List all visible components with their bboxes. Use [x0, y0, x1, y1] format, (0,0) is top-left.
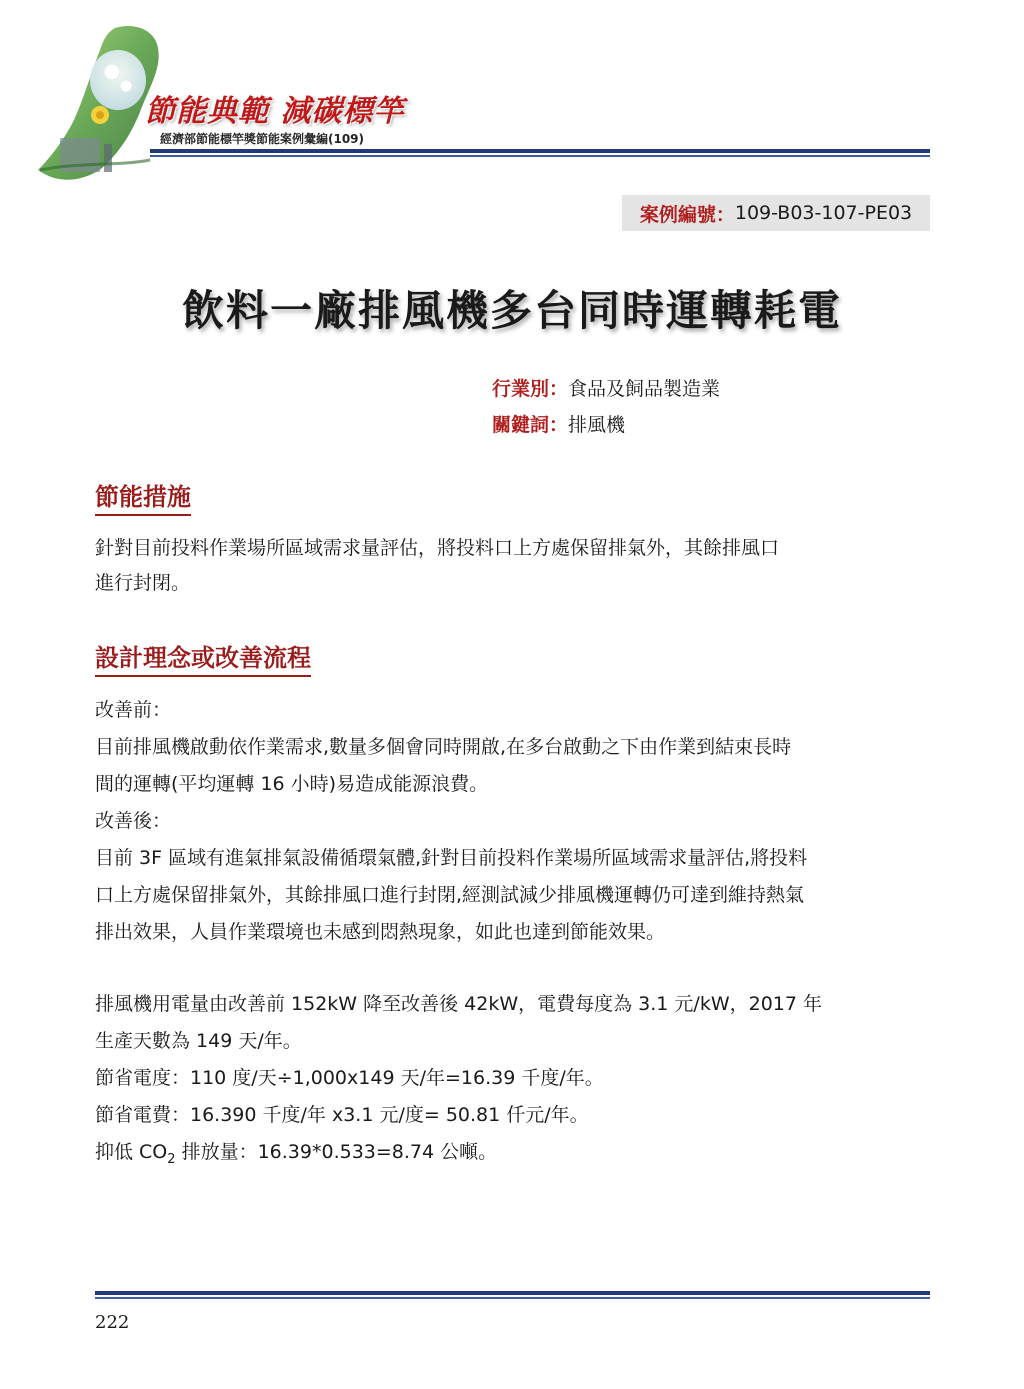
page-number: 222: [95, 1312, 130, 1333]
keyword-value: 排風機: [568, 414, 626, 436]
footer-divider-thin: [95, 1297, 930, 1299]
section-heading-measures: 節能措施: [95, 477, 191, 516]
measures-line: 針對目前投料作業場所區域需求量評估，將投料口上方處保留排氣外，其餘排風口: [95, 537, 780, 559]
case-number-value: 109-B03-107-PE03: [734, 202, 913, 224]
industry-value: 食品及飼品製造業: [568, 378, 721, 400]
calc-line: 排風機用電量由改善前 152kW 降至改善後 42kW，電費每度為 3.1 元/kW，2017 年: [95, 993, 823, 1015]
design-line: 改善前：: [95, 699, 172, 721]
design-line: 間的運轉(平均運轉 16 小時)易造成能源浪費。: [95, 773, 489, 795]
industry-label: 行業別：: [492, 378, 569, 400]
co2-suffix: 排放量：16.39*0.533=8.74 公噸。: [175, 1141, 498, 1163]
footer-divider: [95, 1291, 930, 1295]
design-line: 改善後：: [95, 810, 172, 832]
co2-prefix: 抑低 CO: [95, 1141, 168, 1163]
brand-title: 節能典範 減碳標竿: [145, 94, 405, 129]
co2-line: [95, 1134, 497, 1178]
calc-line: 節省電度：110 度/天÷1,000x149 天/年=16.39 千度/年。: [95, 1067, 604, 1089]
case-number-box: [622, 195, 930, 231]
industry-row: [492, 374, 720, 401]
measures-line: 進行封閉。: [95, 572, 191, 594]
brand-subtitle: 經濟部節能標竿獎節能案例彙編(109): [160, 132, 365, 146]
calc-line: 生產天數為 149 天/年。: [95, 1030, 302, 1052]
document-title: 飲料一廠排風機多台同時運轉耗電: [181, 286, 842, 335]
keyword-label: 關鍵詞：: [492, 414, 569, 436]
header-divider: [150, 149, 930, 153]
design-line: 目前 3F 區域有進氣排氣設備循環氣體,針對目前投料作業場所區域需求量評估,將投料: [95, 847, 808, 869]
co2-subscript: 2: [167, 1151, 176, 1167]
design-line: 排出效果，人員作業環境也未感到悶熱現象，如此也達到節能效果。: [95, 921, 666, 943]
calc-line: 節省電費：16.390 千度/年 x3.1 元/度= 50.81 仟元/年。: [95, 1104, 589, 1126]
case-number-label: 案例編號：: [639, 203, 735, 226]
design-line: 目前排風機啟動依作業需求,數量多個會同時開啟,在多台啟動之下由作業到結束長時: [95, 736, 792, 758]
keyword-row: [492, 410, 625, 437]
design-line: 口上方處保留排氣外，其餘排風口進行封閉,經測試減少排風機運轉仍可達到維持熱氣: [95, 884, 805, 906]
section-heading-design: 設計理念或改善流程: [95, 638, 311, 677]
header-divider-thin: [150, 155, 930, 157]
